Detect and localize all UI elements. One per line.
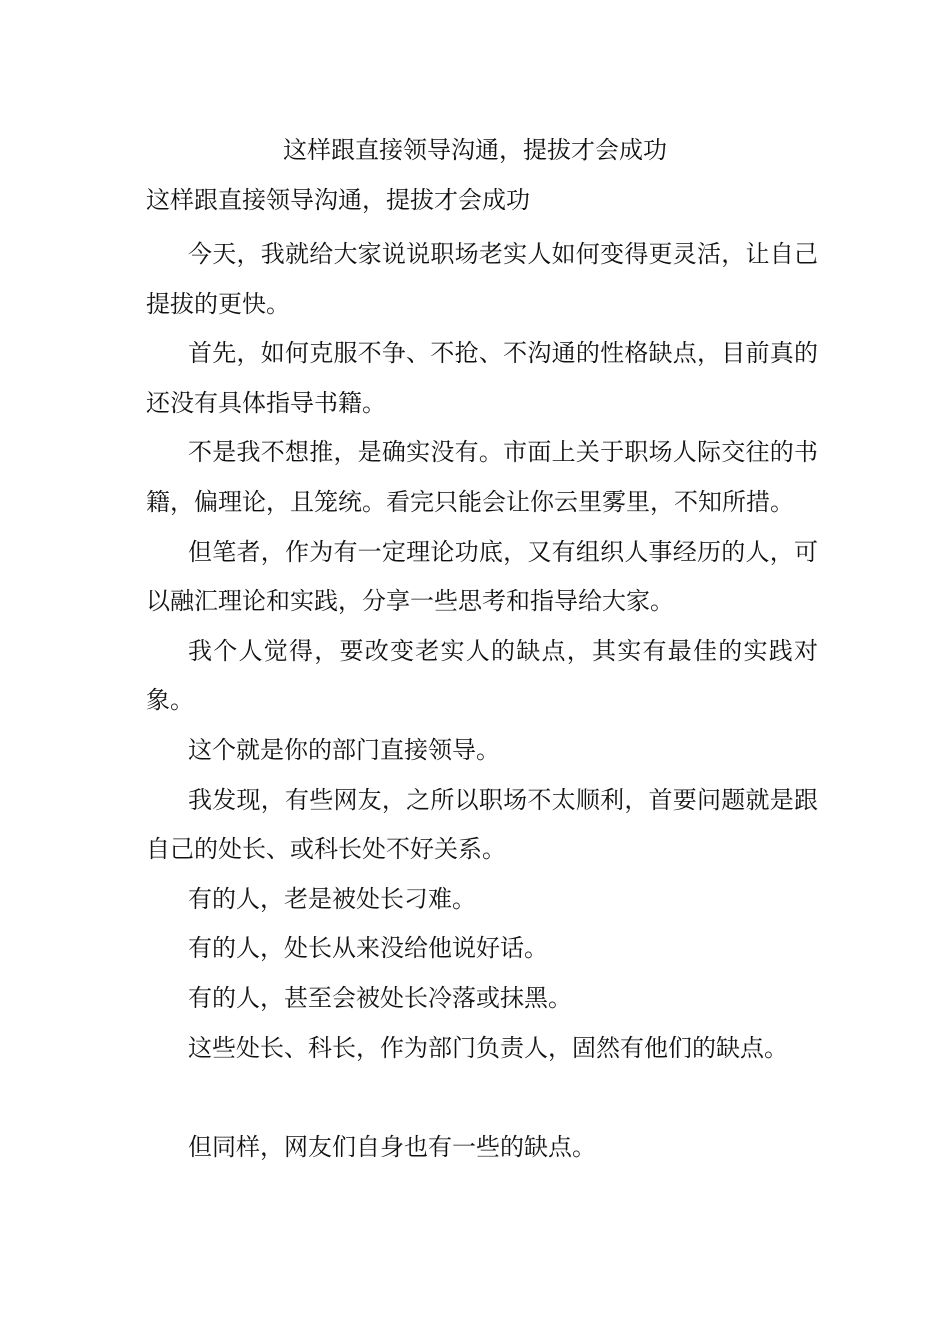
blank-line xyxy=(146,1073,818,1123)
paragraph: 我个人觉得，要改变老实人的缺点，其实有最佳的实践对象。 xyxy=(146,636,818,715)
document-subtitle: 这样跟直接领导沟通，提拔才会成功 xyxy=(146,186,530,214)
paragraph: 有的人，甚至会被处长冷落或抹黑。 xyxy=(188,983,572,1012)
paragraph: 这个就是你的部门直接领导。 xyxy=(188,735,500,764)
paragraph: 我发现，有些网友，之所以职场不太顺利，首要问题就是跟自己的处长、或科长处不好关系。 xyxy=(146,785,818,864)
paragraph: 有的人，老是被处长刁难。 xyxy=(188,884,476,913)
paragraph: 这些处长、科长，作为部门负责人，固然有他们的缺点。 xyxy=(188,1033,788,1062)
paragraph: 不是我不想推，是确实没有。市面上关于职场人际交往的书籍，偏理论，且笼统。看完只能会让你云里雾里，不知所措。 xyxy=(146,438,818,516)
paragraph: 今天，我就给大家说说职场老实人如何变得更灵活，让自己提拔的更快。 xyxy=(146,240,818,318)
document-title: 这样跟直接领导沟通，提拔才会成功 xyxy=(283,136,667,164)
paragraph: 首先，如何克服不争、不抢、不沟通的性格缺点，目前真的还没有具体指导书籍。 xyxy=(146,339,818,417)
paragraph: 但笔者，作为有一定理论功底，又有组织人事经历的人，可以融汇理论和实践，分享一些思考和指导给大家。 xyxy=(146,537,818,616)
document-body xyxy=(146,230,818,1172)
paragraph: 有的人，处长从来没给他说好话。 xyxy=(188,934,548,963)
paragraph: 但同样，网友们自身也有一些的缺点。 xyxy=(188,1132,596,1161)
